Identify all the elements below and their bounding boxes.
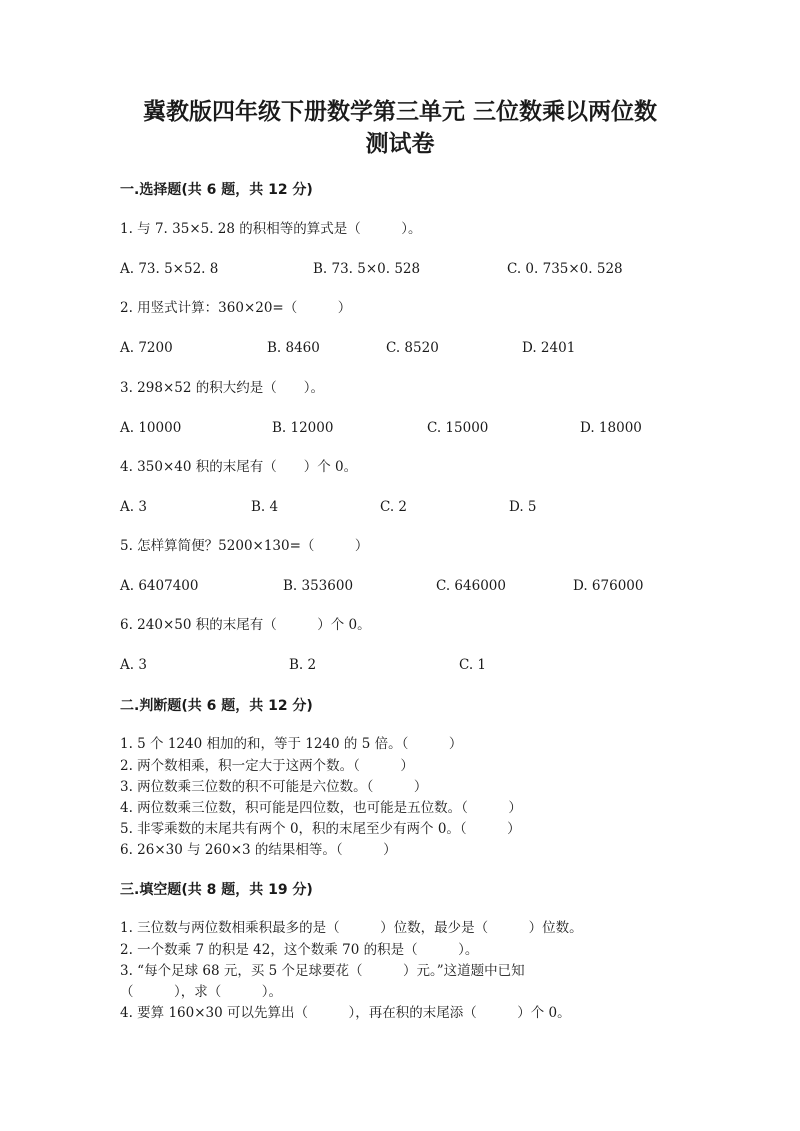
option-5c: C. 646000	[436, 578, 506, 594]
question-stem-3: 3. 298×52 的积大约是（ ）。	[120, 380, 324, 396]
fill-item-1: 1. 三位数与两位数相乘积最多的是（ ）位数，最少是（ ）位数。	[120, 920, 583, 936]
option-1a: A. 73. 5×52. 8	[120, 261, 219, 277]
option-4d: D. 5	[509, 499, 537, 515]
title-line-2: 测试卷	[365, 131, 435, 157]
option-2b: B. 8460	[267, 340, 320, 356]
option-1b: B. 73. 5×0. 528	[313, 261, 421, 277]
judgement-item-4: 4. 两位数乘三位数，积可能是四位数，也可能是五位数。（ ）	[120, 800, 522, 816]
option-6b: B. 2	[289, 657, 317, 673]
option-5a: A. 6407400	[120, 578, 199, 594]
question-stem-4: 4. 350×40 积的末尾有（ ）个 0。	[120, 459, 358, 475]
question-stem-5: 5. 怎样算简便？5200×130=（ ）	[120, 538, 369, 554]
section-heading-choice: 一.选择题(共 6 题，共 12 分)	[120, 182, 313, 198]
option-3b: B. 12000	[272, 420, 334, 436]
option-3a: A. 10000	[120, 420, 182, 436]
option-5b: B. 353600	[283, 578, 354, 594]
option-4c: C. 2	[380, 499, 408, 515]
fill-item-3: 3. “每个足球 68 元，买 5 个足球要花（ ）元。”这道题中已知	[120, 963, 525, 979]
option-6a: A. 3	[120, 657, 147, 673]
option-2d: D. 2401	[522, 340, 576, 356]
option-5d: D. 676000	[573, 578, 644, 594]
option-3c: C. 15000	[427, 420, 489, 436]
judgement-item-1: 1. 5 个 1240 相加的和，等于 1240 的 5 倍。（ ）	[120, 736, 463, 752]
fill-item-2: 2. 一个数乘 7 的积是 42，这个数乘 70 的积是（ ）。	[120, 942, 479, 958]
option-2c: C. 8520	[386, 340, 439, 356]
option-4a: A. 3	[120, 499, 147, 515]
section-heading-judgement: 二.判断题(共 6 题，共 12 分)	[120, 698, 313, 714]
option-3d: D. 18000	[580, 420, 642, 436]
option-1c: C. 0. 735×0. 528	[507, 261, 623, 277]
option-2a: A. 7200	[120, 340, 173, 356]
question-stem-1: 1. 与 7. 35×5. 28 的积相等的算式是（ ）。	[120, 221, 422, 237]
option-4b: B. 4	[251, 499, 279, 515]
judgement-item-2: 2. 两个数相乘，积一定大于这两个数。（ ）	[120, 758, 414, 774]
question-stem-2: 2. 用竖式计算：360×20=（ ）	[120, 300, 352, 316]
judgement-item-5: 5. 非零乘数的末尾共有两个 0，积的末尾至少有两个 0。（ ）	[120, 821, 521, 837]
option-6c: C. 1	[459, 657, 487, 673]
question-stem-6: 6. 240×50 积的末尾有（ ）个 0。	[120, 617, 371, 633]
judgement-item-3: 3. 两位数乘三位数的积不可能是六位数。（ ）	[120, 779, 428, 795]
fill-item-4: 4. 要算 160×30 可以先算出（ ），再在积的末尾添（ ）个 0。	[120, 1005, 571, 1021]
section-heading-fill: 三.填空题(共 8 题，共 19 分)	[120, 882, 313, 898]
title-line-1: 冀教版四年级下册数学第三单元 三位数乘以两位数	[142, 99, 657, 125]
fill-item-3-continued: （ ），求（ ）。	[120, 984, 282, 1000]
judgement-item-6: 6. 26×30 与 260×3 的结果相等。（ ）	[120, 842, 397, 858]
